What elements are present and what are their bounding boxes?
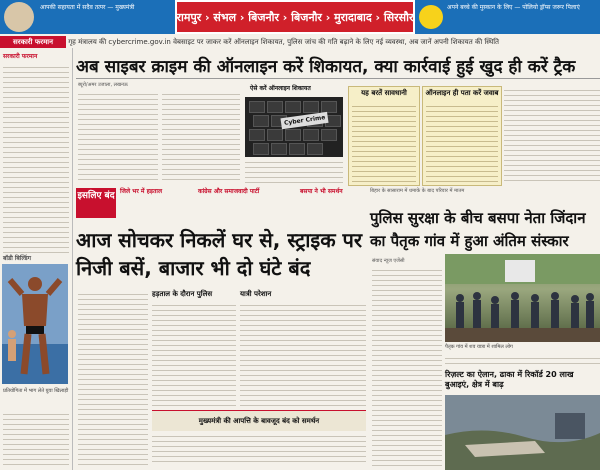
leftcol-body bbox=[3, 63, 69, 253]
side-box-1-title: यह बरतें सावधानी bbox=[361, 89, 407, 97]
funeral-caption: पैतृक गांव में शव यात्रा में शामिल लोग bbox=[445, 344, 513, 350]
leftcol-photo-title: बॉडी बिल्डिंग bbox=[3, 255, 31, 262]
strike-badge: इसलिए बंद bbox=[76, 188, 116, 218]
bodybuilder-photo bbox=[2, 264, 68, 384]
funeral-photo bbox=[445, 254, 600, 342]
headline-flood[interactable]: रिज़ल्ट का ऐलान, ढाका में रिकॉर्ड 20 लाख बुआइएं, क्षेत्र में बाढ़ bbox=[445, 370, 574, 389]
cyber-body-col1 bbox=[78, 90, 158, 182]
ad-left-text: आपकी सहायता में सदैव तत्पर — मुख्यमंत्री bbox=[40, 4, 135, 11]
ad-left[interactable] bbox=[0, 0, 175, 34]
ad-right-text: अपने बच्चे की मुस्कान के लिए — पोलियो ड्रॉप्स जरूर पिलाएं bbox=[447, 4, 580, 11]
funeral-body bbox=[445, 354, 600, 368]
side-box-2-title: ऑनलाइन ही पता करें जवाब bbox=[425, 89, 499, 97]
side-box-1-body bbox=[352, 102, 416, 182]
leftcol-body2 bbox=[3, 410, 69, 466]
leftcol-photo-caption: प्रतियोगिता में भाग लेते युवा खिलाड़ी bbox=[3, 388, 69, 394]
flood-photo bbox=[445, 395, 600, 470]
strike-sub3: बसपा ने भी समर्थन bbox=[300, 188, 343, 195]
top-strip bbox=[0, 36, 600, 48]
smiley-icon bbox=[419, 5, 443, 29]
bsp-byline: संवाद न्यूज एजेंसी bbox=[372, 258, 405, 264]
city-nav[interactable]: रामपुर › संभल › बिजनौर › बिजनौर › मुरादाबाद › सिरसौर bbox=[177, 2, 413, 32]
crowd-image-icon bbox=[445, 254, 600, 342]
strip-label: सरकारी फरमान bbox=[0, 36, 66, 48]
bsp-kicker: बिहार के सासाराम में धमाके के बाद परिवार में मातम bbox=[370, 188, 465, 194]
strike-bottom-box: मुख्यमंत्री की आपत्ति के बावजूद बंद को समर्थन bbox=[152, 410, 366, 431]
cyber-body-col5 bbox=[504, 86, 600, 184]
byline-cyber: ब्यूरो/अमर उजाला, लखनऊ bbox=[78, 82, 128, 88]
headline-strike[interactable]: आज सोचकर निकलें घर से, स्ट्राइक पर निजी बसें, बाजार भी दो घंटे बंद bbox=[76, 228, 363, 280]
divider bbox=[76, 78, 600, 79]
leftcol-title: सरकारी फरमान bbox=[3, 53, 38, 60]
strike-sub2: कांग्रेस और समाजवादी पार्टी bbox=[198, 188, 260, 195]
cyber-body-col2 bbox=[162, 90, 240, 182]
side-box-2-body bbox=[426, 102, 498, 182]
strike-col3-body bbox=[240, 301, 366, 407]
cyber-crime-label: Cyber Crime bbox=[280, 112, 329, 129]
portrait-icon bbox=[4, 2, 34, 32]
cyber-box-title: ऐसे करें ऑनलाइन शिकायत bbox=[250, 85, 311, 92]
left-column bbox=[0, 48, 73, 470]
headline-bsp[interactable]: पुलिस सुरक्षा के बीच बसपा नेता जिंदान का पैतृक गांव में हुआ अंतिम संस्कार bbox=[370, 209, 586, 250]
side-box-1 bbox=[348, 86, 420, 186]
side-box-2 bbox=[422, 86, 502, 186]
flood-image-icon bbox=[445, 395, 600, 470]
headline-cyber[interactable]: अब साइबर क्राइम की ऑनलाइन करें शिकायत, क्या कार्रवाई हुई खुद ही करें ट्रैक bbox=[76, 57, 576, 77]
strike-col2-body bbox=[152, 301, 236, 413]
cyber-box-body bbox=[245, 158, 343, 184]
strike-sub1: जिले भर में हड़ताल bbox=[120, 188, 163, 195]
bsp-body bbox=[372, 266, 442, 466]
strike-body-col1 bbox=[78, 290, 148, 466]
strike-bottom-body bbox=[152, 432, 366, 466]
ad-right[interactable] bbox=[415, 0, 600, 34]
strike-col3-title: यात्री परेशान bbox=[240, 290, 272, 298]
strike-col3 bbox=[240, 290, 366, 410]
strip-text: गृह मंत्रालय की cybercrime.gov.in वेबसाइट पर जाकर करें ऑनलाइन शिकायत, पुलिस जांच की गति बढ़ाने के लिए नई व्यवस्था, अब जानें अपनी शिकायत की स्थिति bbox=[68, 38, 500, 46]
cyber-crime-image bbox=[245, 97, 343, 157]
bodybuilder-figure-icon bbox=[2, 264, 68, 384]
strike-col2-title: हड़ताल के दौरान पुलिस bbox=[152, 290, 213, 298]
